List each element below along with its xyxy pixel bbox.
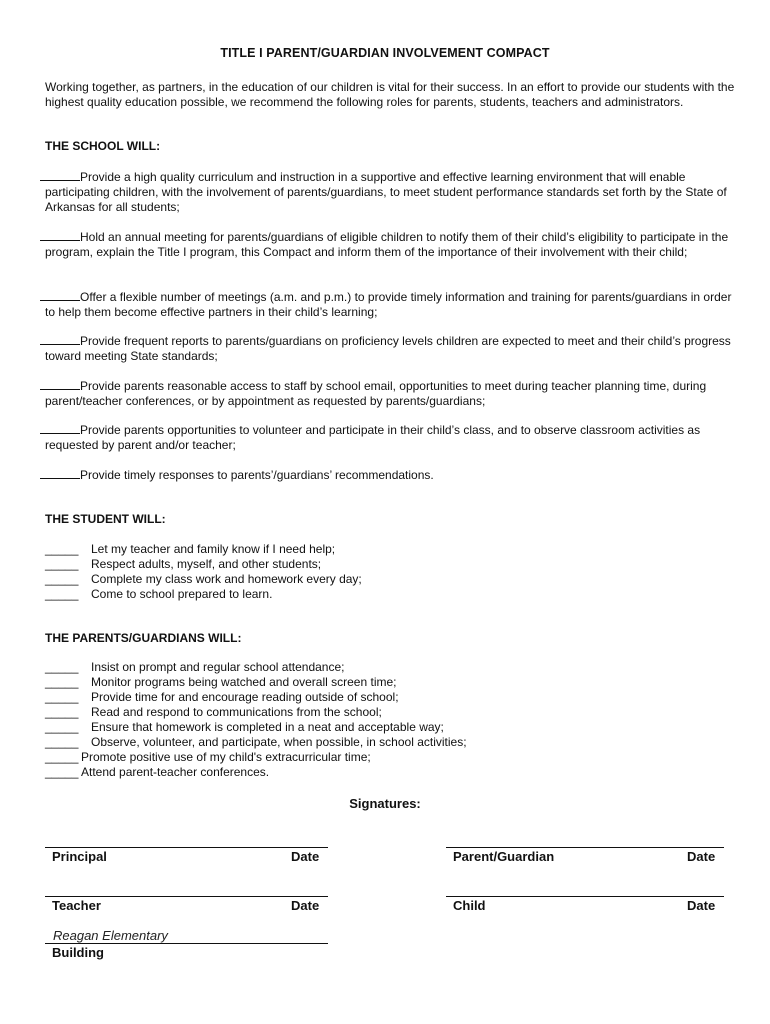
teacher-date-label: Date (291, 898, 320, 913)
check-blank[interactable] (40, 378, 80, 390)
parent-item-text: Observe, volunteer, and participate, when possible, in school activities; (91, 735, 467, 749)
check-blank[interactable] (40, 422, 80, 434)
parent-item (45, 735, 467, 750)
intro-paragraph: Working together, as partners, in the education of our children is vital for their success. In an effort to provide our students with the highest quality education possible, we recommend the following roles for parents, students, teachers and administrators. (45, 80, 735, 109)
student-item (45, 557, 321, 572)
school-item (45, 467, 735, 483)
student-item (45, 542, 335, 557)
principal-signature-line[interactable] (45, 847, 328, 848)
check-blank[interactable] (40, 467, 80, 479)
parent-signature-line[interactable] (446, 847, 724, 848)
teacher-label: Teacher (52, 898, 101, 913)
document-title: TITLE I PARENT/GUARDIAN INVOLVEMENT COMPACT (220, 46, 550, 60)
check-blank[interactable] (40, 229, 80, 241)
parent-item (45, 705, 382, 720)
school-item (45, 378, 735, 409)
school-item-text: Provide frequent reports to parents/guardians on proficiency levels children are expected to meet and their child’s progress toward meeting State standards; (45, 334, 731, 363)
parent-item-text: Attend parent-teacher conferences. (81, 765, 270, 779)
principal-label: Principal (52, 849, 107, 864)
parent-item (45, 765, 269, 780)
check-blank[interactable] (40, 169, 80, 181)
parent-item (45, 720, 444, 735)
school-item-text: Hold an annual meeting for parents/guardians of eligible children to notify them of their child’s eligibility to participate in the program, explain the Title I program, this Compact and inform them of the importance of their involvement with their child; (45, 230, 729, 259)
parent-guardian-label: Parent/Guardian (453, 849, 555, 864)
parent-date-label: Date (687, 849, 716, 864)
parent-item-text: Monitor programs being watched and overall screen time; (91, 675, 397, 689)
check-blank[interactable]: _____ (45, 557, 79, 571)
school-item (45, 229, 735, 260)
building-field[interactable]: Reagan Elementary (53, 928, 168, 943)
student-item (45, 587, 272, 602)
student-item-text: Come to school prepared to learn. (91, 587, 273, 601)
signatures-heading: Signatures: (349, 796, 421, 811)
parent-item (45, 750, 371, 765)
school-item (45, 289, 735, 320)
school-item-text: Provide a high quality curriculum and instruction in a supportive and effective learning environment that will enable participating children, with the involvement of parents/guardians, to meet student performance standards set forth by the State of Arkansas for all students; (45, 170, 727, 214)
check-blank[interactable]: _____ (45, 750, 79, 764)
student-item-text: Let my teacher and family know if I need help; (91, 542, 336, 556)
check-blank[interactable]: _____ (45, 675, 79, 689)
building-label: Building (52, 945, 104, 960)
parents-heading: THE PARENTS/GUARDIANS WILL: (45, 631, 242, 645)
check-blank[interactable] (40, 333, 80, 345)
school-item-text: Provide parents reasonable access to staff by school email, opportunities to meet during teacher planning time, during parent/teacher conferences, or by appointment as requested by parents/guardians; (45, 379, 707, 408)
parent-item-text: Insist on prompt and regular school attendance; (91, 660, 345, 674)
check-blank[interactable]: _____ (45, 765, 79, 779)
building-line (45, 943, 328, 944)
school-item (45, 169, 735, 215)
check-blank[interactable]: _____ (45, 720, 79, 734)
student-item-text: Respect adults, myself, and other students; (91, 557, 322, 571)
parent-item-text: Ensure that homework is completed in a neat and acceptable way; (91, 720, 444, 734)
school-item-text: Provide timely responses to parents’/guardians’ recommendations. (80, 468, 434, 482)
child-signature-line[interactable] (446, 896, 724, 897)
check-blank[interactable] (40, 289, 80, 301)
child-label: Child (453, 898, 486, 913)
student-item-text: Complete my class work and homework every day; (91, 572, 362, 586)
check-blank[interactable]: _____ (45, 735, 79, 749)
child-date-label: Date (687, 898, 716, 913)
parent-item-text: Provide time for and encourage reading outside of school; (91, 690, 399, 704)
parent-item (45, 660, 345, 675)
parent-item-text: Promote positive use of my child's extracurricular time; (81, 750, 371, 764)
check-blank[interactable]: _____ (45, 542, 79, 556)
check-blank[interactable]: _____ (45, 660, 79, 674)
school-item-text: Offer a flexible number of meetings (a.m. and p.m.) to provide timely information and training for parents/guardians in order to help them become effective partners in their child’s learning; (45, 290, 732, 319)
student-item (45, 572, 362, 587)
check-blank[interactable]: _____ (45, 572, 79, 586)
school-item-text: Provide parents opportunities to volunteer and participate in their child’s class, and to observe classroom activities as requested by parent and/or teacher; (45, 423, 701, 452)
check-blank[interactable]: _____ (45, 587, 79, 601)
school-item (45, 333, 735, 364)
parent-item-text: Read and respond to communications from the school; (91, 705, 382, 719)
teacher-signature-line[interactable] (45, 896, 328, 897)
check-blank[interactable]: _____ (45, 690, 79, 704)
parent-item (45, 675, 396, 690)
principal-date-label: Date (291, 849, 320, 864)
check-blank[interactable]: _____ (45, 705, 79, 719)
school-heading: THE SCHOOL WILL: (45, 139, 161, 153)
school-item (45, 422, 735, 453)
student-heading: THE STUDENT WILL: (45, 512, 166, 526)
parent-item (45, 690, 399, 705)
